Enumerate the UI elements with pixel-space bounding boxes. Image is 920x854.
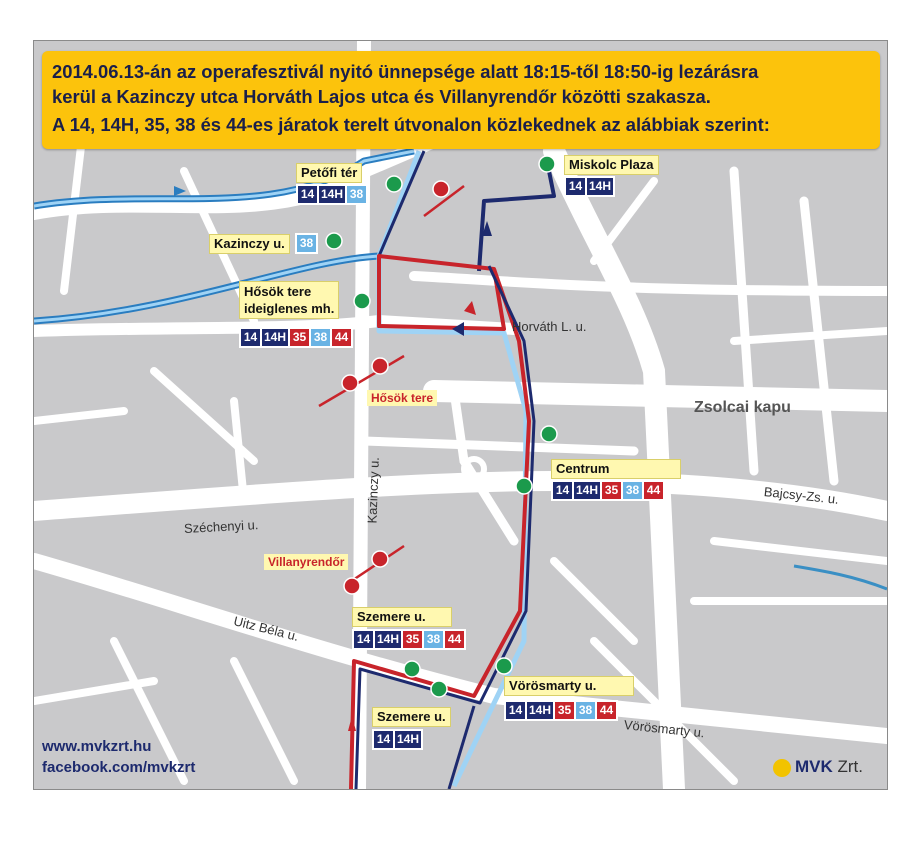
route-badge: 35 bbox=[403, 631, 422, 648]
route-badge: 44 bbox=[445, 631, 464, 648]
stop-routes-szemere-u-south bbox=[372, 729, 423, 750]
street-label-bajcsy: Bajcsy-Zs. u. bbox=[763, 484, 840, 507]
route-badge: 14 bbox=[354, 631, 373, 648]
stop-label-hosok-tere-ideiglenes bbox=[239, 281, 339, 319]
notice-line-3: A 14, 14H, 35, 38 és 44-es járatok terelt útvonalon közlekednek az alábbiak szerint: bbox=[52, 114, 770, 135]
route-badge: 44 bbox=[597, 702, 616, 719]
street-label-vorosmarty: Vörösmarty u. bbox=[623, 717, 706, 741]
stop-routes-centrum bbox=[551, 480, 665, 501]
stop-routes-szemere-u-north bbox=[352, 629, 466, 650]
street-label-szechenyi: Széchenyi u. bbox=[183, 517, 259, 536]
stop-name-line-2: ideiglenes mh. bbox=[244, 301, 335, 316]
notice-line-1: 2014.06.13-án az operafesztivál nyitó ünnepsége alatt 18:15-től 18:50-ig lezárásra bbox=[52, 61, 759, 82]
stop-label-centrum: Centrum bbox=[551, 459, 681, 479]
route-badge: 35 bbox=[602, 482, 621, 499]
route-badge: 14H bbox=[529, 703, 552, 717]
stop-label-miskolc-plaza: Miskolc Plaza bbox=[564, 155, 659, 175]
route-badge: 38 bbox=[297, 235, 316, 252]
route-badge: 38 bbox=[347, 186, 366, 203]
route-badge: 14H bbox=[397, 732, 420, 746]
route-badge: 14H bbox=[321, 187, 344, 201]
stop-label-kazinczy-u: Kazinczy u. bbox=[209, 234, 290, 254]
stop-routes-vorosmarty-u bbox=[504, 700, 618, 721]
route-badge: 14 bbox=[506, 702, 525, 719]
stop-routes-miskolc-plaza bbox=[564, 176, 615, 197]
detour-routes bbox=[34, 151, 554, 789]
stop-name-line-1: Hősök tere bbox=[244, 284, 312, 299]
closed-stop-villanyrendor: Villanyrendőr bbox=[264, 554, 348, 570]
stop-label-szemere-u-south: Szemere u. bbox=[372, 707, 451, 727]
stop-routes-hosok-tere-ideiglenes bbox=[239, 327, 353, 348]
closure-notice-banner bbox=[42, 51, 880, 149]
stop-routes-kazinczy-u bbox=[295, 233, 318, 254]
route-badge: 38 bbox=[311, 329, 330, 346]
stop-routes-petofi-ter bbox=[296, 184, 368, 205]
route-badge: 14 bbox=[553, 482, 572, 499]
logo-text bbox=[795, 757, 863, 777]
route-badge: 14H bbox=[576, 483, 599, 497]
street-label-zsolcai: Zsolcai kapu bbox=[694, 399, 791, 416]
stop-label-vorosmarty-u: Vörösmarty u. bbox=[504, 676, 634, 696]
closed-stop-hosok-tere: Hősök tere bbox=[367, 390, 437, 406]
logo-sun-icon bbox=[773, 759, 791, 777]
facebook-link[interactable]: facebook.com/mvkzrt bbox=[42, 759, 196, 776]
route-badge: 14 bbox=[241, 329, 260, 346]
mvk-logo bbox=[769, 753, 881, 783]
route-badge: 14 bbox=[566, 178, 585, 195]
route-badge: 14H bbox=[377, 632, 400, 646]
notice-line-2: kerül a Kazinczy utca Horváth Lajos utca és Villanyrendőr közötti szakasza. bbox=[52, 86, 711, 107]
street-label-kazinczy: Kazinczy u. bbox=[364, 456, 382, 524]
route-badge: 38 bbox=[424, 631, 443, 648]
route-badge: 44 bbox=[332, 329, 351, 346]
route-badge: 35 bbox=[555, 702, 574, 719]
creek bbox=[794, 566, 887, 589]
logo-brand: MVK bbox=[795, 757, 833, 776]
map-frame bbox=[33, 40, 888, 790]
street-label-horvath: Horváth L. u. bbox=[512, 319, 587, 334]
stop-label-petofi-ter: Petőfi tér bbox=[296, 163, 362, 183]
route-badge: 35 bbox=[290, 329, 309, 346]
route-badge: 44 bbox=[644, 482, 663, 499]
route-badge: 14 bbox=[374, 731, 393, 748]
route-badge: 38 bbox=[623, 482, 642, 499]
website-link[interactable]: www.mvkzrt.hu bbox=[42, 738, 152, 755]
logo-suffix: Zrt. bbox=[837, 757, 864, 776]
street-label-uitz: Uitz Béla u. bbox=[232, 613, 301, 644]
route-badge: 14H bbox=[264, 330, 287, 344]
route-badge: 38 bbox=[576, 702, 595, 719]
route-badge: 14 bbox=[298, 186, 317, 203]
stop-label-szemere-u-north: Szemere u. bbox=[352, 607, 452, 627]
route-badge: 14H bbox=[589, 179, 612, 193]
